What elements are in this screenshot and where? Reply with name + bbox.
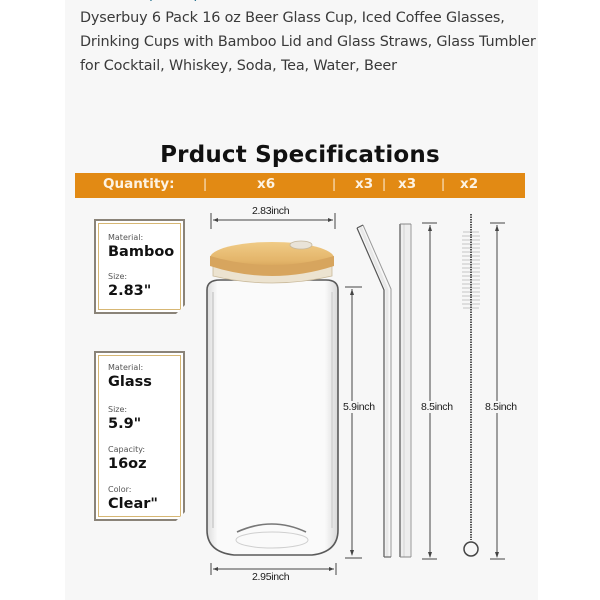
spec-value: Bamboo: [108, 244, 175, 260]
quantity-label: Quantity:: [103, 176, 175, 192]
bamboo-lid-icon: [210, 241, 334, 283]
product-title: Dyserbuy 6 Pack 16 oz Beer Glass Cup, Iced Coffee Glasses, Drinking Cups with Bamboo Lid and Glass Straws, Glass Tumbler for Cocktail, Whiskey, Soda, Tea, Water, Beer: [80, 10, 536, 74]
qty-glass-cup: x6: [257, 176, 276, 192]
brush-length-label: 8.5inch: [485, 401, 517, 413]
bent-straw-icon: [357, 225, 391, 557]
spec-label: Material:: [108, 233, 144, 242]
separator: |: [441, 177, 446, 191]
lid-width-label: 2.83inch: [252, 205, 290, 217]
glass-cup-icon: [207, 280, 338, 555]
spec-label: Capacity:: [108, 445, 146, 454]
spec-heading: Prduct Specifications: [160, 142, 440, 168]
qty-bent-straw: x3: [355, 176, 374, 192]
qty-cleaning-brush: x2: [460, 176, 479, 192]
spec-label: Size:: [108, 272, 128, 281]
separator: |: [382, 177, 387, 191]
separator: |: [332, 177, 337, 191]
separator: |: [203, 177, 208, 191]
spec-value: 5.9": [108, 416, 142, 432]
spec-value: 2.83": [108, 283, 152, 299]
spec-label: Material:: [108, 363, 144, 372]
straw-length-label: 8.5inch: [421, 401, 453, 413]
brush-length-dimension: [490, 223, 505, 559]
spec-value: Glass: [108, 374, 152, 390]
glass-height-dimension: [345, 287, 362, 558]
spec-value: Clear": [108, 496, 158, 512]
spec-value: 16oz: [108, 456, 147, 472]
spec-label: Size:: [108, 405, 128, 414]
spec-label: Color:: [108, 485, 132, 494]
straight-straw-icon: [400, 224, 411, 557]
base-width-label: 2.95inch: [252, 571, 290, 583]
glass-height-label: 5.9inch: [343, 401, 375, 413]
straw-length-dimension: [422, 223, 437, 559]
qty-straight-straw: x3: [398, 176, 417, 192]
cleaning-brush-icon: [462, 214, 480, 556]
